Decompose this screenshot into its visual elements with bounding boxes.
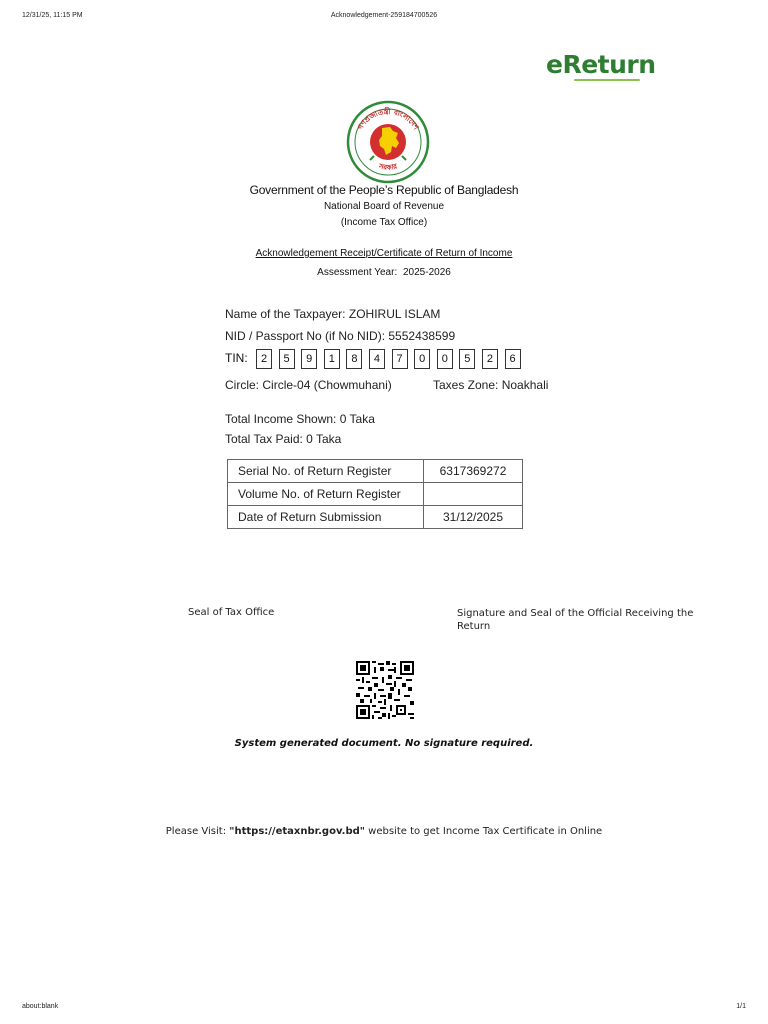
tax-label: Total Tax Paid: [225,432,303,446]
register-value: 31/12/2025 [424,506,523,529]
taxpayer-nid [225,329,455,343]
register-value [424,483,523,506]
official-signature-label [457,607,693,633]
income-label: Total Income Shown: [225,412,337,426]
table-row [228,460,523,483]
print-page-number: 1/1 [736,1003,746,1010]
logo-e: e [546,50,563,79]
board-name: National Board of Revenue [323,201,445,212]
official-signature-line2: Return [457,621,491,632]
tax-value: 0 Taka [306,432,342,446]
tin-digit: 9 [301,349,317,369]
visit-website-note [0,826,768,837]
tin-digit: 1 [324,349,340,369]
logo-return: Return [562,50,656,79]
return-register-table [227,459,523,529]
visit-prefix: Please Visit: [165,826,230,837]
zone-label: Taxes Zone: [433,378,499,392]
ereturn-logo [546,50,656,79]
government-seal-icon [346,100,430,184]
circle-label: Circle: [225,378,260,392]
tin-digit: 4 [369,349,385,369]
visit-suffix: website to get Income Tax Certificate in Online [364,826,603,837]
receipt-title: Acknowledgement Receipt/Certificate of Return of Income [255,248,513,259]
logo-underline [574,79,640,81]
system-generated-note: System generated document. No signature required. [234,738,534,749]
nid-value: 5552438599 [388,329,456,343]
circle-value: Circle-04 (Chowmuhani) [262,378,392,392]
tin-digit: 6 [505,349,521,369]
tin-digit: 5 [279,349,295,369]
office-name: (Income Tax Office) [340,217,428,228]
qr-code-icon [356,661,414,719]
assessment-value: 2025-2026 [403,267,451,278]
visit-url: "https://etaxnbr.gov.bd" [229,826,365,837]
total-income [225,412,375,426]
taxpayer-name-value: ZOHIRUL ISLAM [348,307,441,321]
table-row [228,506,523,529]
table-row [228,483,523,506]
tin-digit: 7 [392,349,408,369]
tin-label: TIN: [225,351,248,365]
tin-digit: 5 [459,349,475,369]
official-signature-line1: Signature and Seal of the Official Receiving the [457,608,694,619]
nid-label: NID / Passport No (if No NID): [225,329,386,343]
tin-digit: 2 [482,349,498,369]
register-label: Serial No. of Return Register [228,460,424,483]
register-value: 6317369272 [424,460,523,483]
print-url: about:blank [22,1003,59,1010]
total-tax-paid [225,432,341,446]
tin-digit-boxes [256,349,527,369]
print-doc-title: Acknowledgement-259184700526 [330,12,438,19]
tin-digit: 0 [437,349,453,369]
circle-info [225,378,392,392]
assessment-label: Assessment Year: [317,267,398,278]
government-title: Government of the People’s Republic of Bangladesh [249,183,519,197]
tin-digit: 0 [414,349,430,369]
taxpayer-name-label: Name of the Taxpayer: [225,307,346,321]
seal-of-tax-office-label: Seal of Tax Office [188,607,275,618]
print-datetime: 12/31/25, 11:15 PM [22,12,83,19]
assessment-year [0,267,768,278]
zone-info [433,378,548,392]
zone-value: Noakhali [501,378,549,392]
tin-digit: 8 [346,349,362,369]
register-label: Volume No. of Return Register [228,483,424,506]
register-label: Date of Return Submission [228,506,424,529]
svg-text:সরকার: সরকার [377,162,399,172]
taxpayer-name [225,307,440,321]
svg-text:গণপ্রজাতন্ত্রী বাংলাদেশ: গণপ্রজাতন্ত্রী বাংলাদেশ [355,106,421,132]
income-value: 0 Taka [339,412,375,426]
tin-digit: 2 [256,349,272,369]
